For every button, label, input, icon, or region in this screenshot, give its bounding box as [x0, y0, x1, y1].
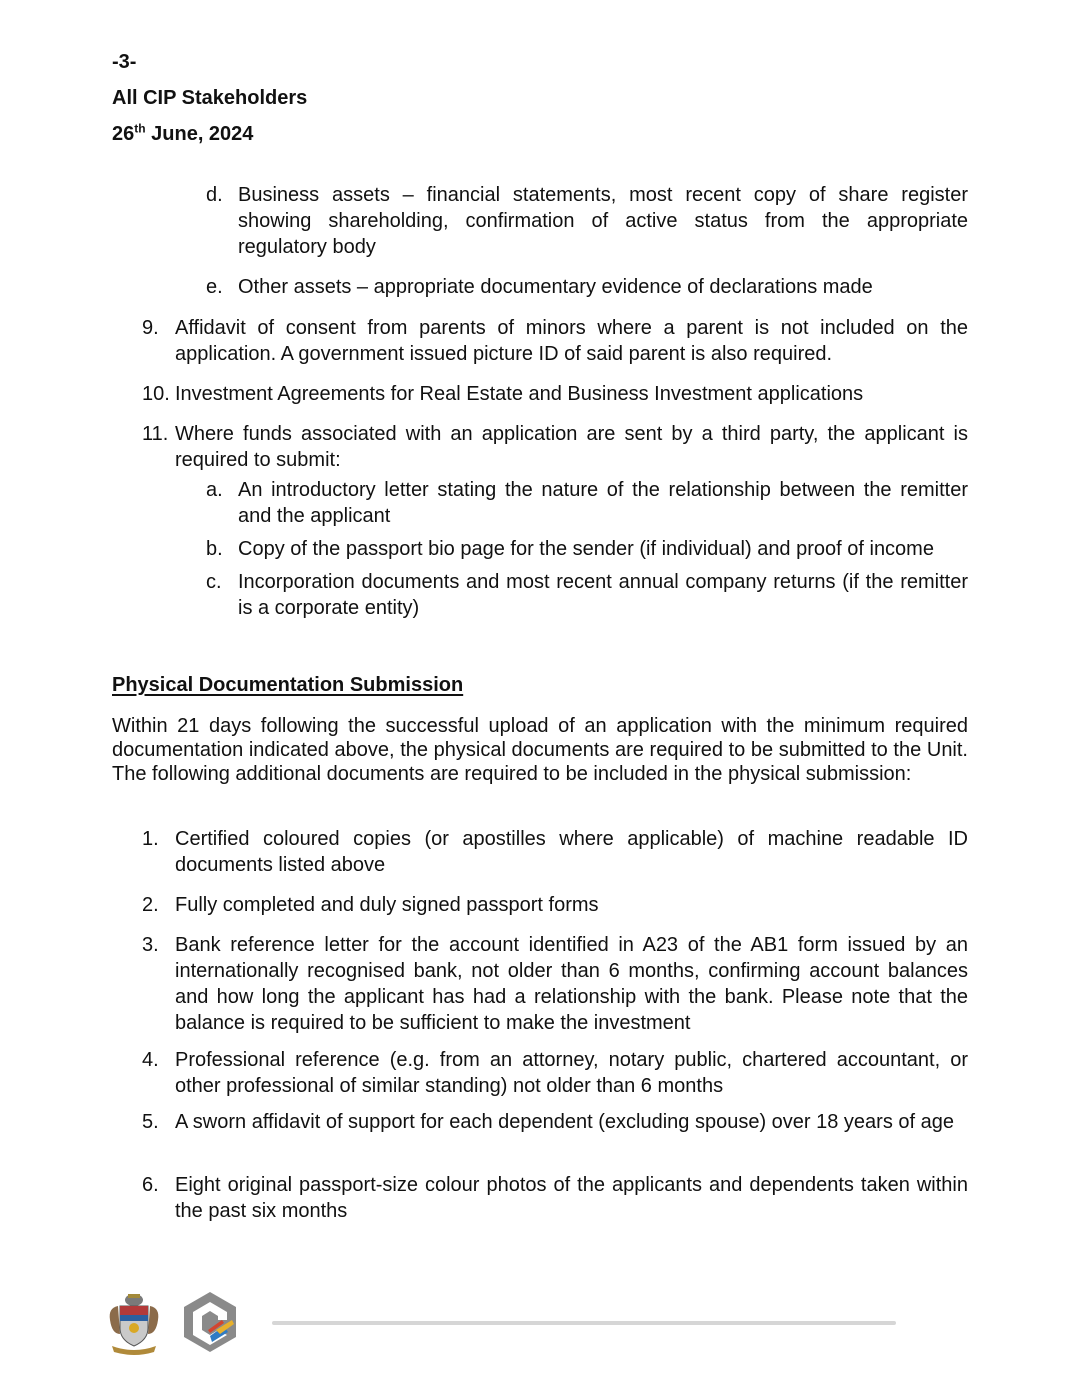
date-day: 26	[112, 123, 135, 145]
list-marker: 10.	[142, 383, 170, 405]
list-item-text: Other assets – appropriate documentary evidence of declarations made	[238, 276, 873, 298]
list-item-d	[206, 182, 968, 260]
list-marker: 5.	[142, 1111, 159, 1133]
list-marker: d.	[206, 184, 223, 206]
list-item-text: Bank reference letter for the account identified in A23 of the AB1 form issued by an internationally recognised bank, not older than 6 months, confirming account balances and how long the applicant has had a relationship with the bank. Please note that the balance is required to be sufficient to make the investment	[175, 934, 968, 1034]
list-item-text: Fully completed and duly signed passport forms	[175, 894, 599, 916]
list-item-text: Certified coloured copies (or apostilles where applicable) of machine readable ID documents listed above	[175, 828, 968, 876]
list-item-text: Where funds associated with an application are sent by a third party, the applicant is required to submit:	[175, 423, 968, 471]
section-heading: Physical Documentation Submission	[112, 674, 464, 696]
footer-rule	[272, 1321, 896, 1325]
list-marker: 9.	[142, 317, 159, 339]
date-rest: June, 2024	[145, 123, 254, 145]
list-marker: 2.	[142, 894, 159, 916]
section-intro: Within 21 days following the successful upload of an application with the minimum required documentation indicated above, the physical documents are required to be submitted to the Unit. The following additional documents are required to be included in the physical submission:	[112, 715, 968, 785]
list-item-text: Copy of the passport bio page for the sender (if individual) and proof of income	[238, 538, 934, 560]
list-item-9	[142, 315, 968, 367]
list-item-text: Business assets – financial statements, most recent copy of share register showing shareholding, confirmation of active status from the appropriate regulatory body	[238, 184, 968, 258]
list-item-11a	[206, 477, 968, 529]
list-marker: b.	[206, 538, 223, 560]
list-item-11c	[206, 569, 968, 621]
date-suffix: th	[134, 121, 146, 136]
list-marker: e.	[206, 276, 223, 298]
list-item-11b	[206, 536, 968, 562]
list-item-text: A sworn affidavit of support for each dependent (excluding spouse) over 18 years of age	[175, 1111, 955, 1133]
list-item-text: Incorporation documents and most recent annual company returns (if the remitter is a corporate entity)	[238, 571, 968, 619]
list-item-11	[142, 421, 968, 473]
physical-item-5	[142, 1109, 968, 1135]
physical-item-3	[142, 932, 968, 1036]
physical-item-1	[142, 826, 968, 878]
list-item-text: Professional reference (e.g. from an attorney, notary public, chartered accountant, or other professional of similar standing) not older than 6 months	[175, 1049, 968, 1097]
recipient-line: All CIP Stakeholders	[112, 87, 308, 109]
letter-date	[112, 122, 253, 146]
list-item-text: Eight original passport-size colour photos of the applicants and dependents taken within the past six months	[175, 1174, 968, 1222]
list-marker: 4.	[142, 1049, 159, 1071]
page-number: -3-	[112, 51, 137, 73]
list-item-text: Investment Agreements for Real Estate and Business Investment applications	[175, 383, 864, 405]
list-marker: 1.	[142, 828, 159, 850]
list-marker: a.	[206, 479, 223, 501]
list-item-text: Affidavit of consent from parents of minors where a parent is not included on the application. A government issued picture ID of said parent is also required.	[175, 317, 968, 365]
cip-logo-icon	[180, 1290, 240, 1358]
list-marker: 11.	[142, 423, 169, 445]
list-marker: c.	[206, 571, 222, 593]
list-marker: 6.	[142, 1174, 159, 1196]
list-item-text: An introductory letter stating the nature of the relationship between the remitter and the applicant	[238, 479, 968, 527]
physical-item-2	[142, 892, 968, 918]
list-item-10	[142, 381, 968, 407]
physical-item-4	[142, 1047, 968, 1099]
physical-item-6	[142, 1172, 968, 1224]
list-item-e	[206, 274, 968, 300]
coat-of-arms-icon	[106, 1290, 162, 1356]
list-marker: 3.	[142, 934, 159, 956]
